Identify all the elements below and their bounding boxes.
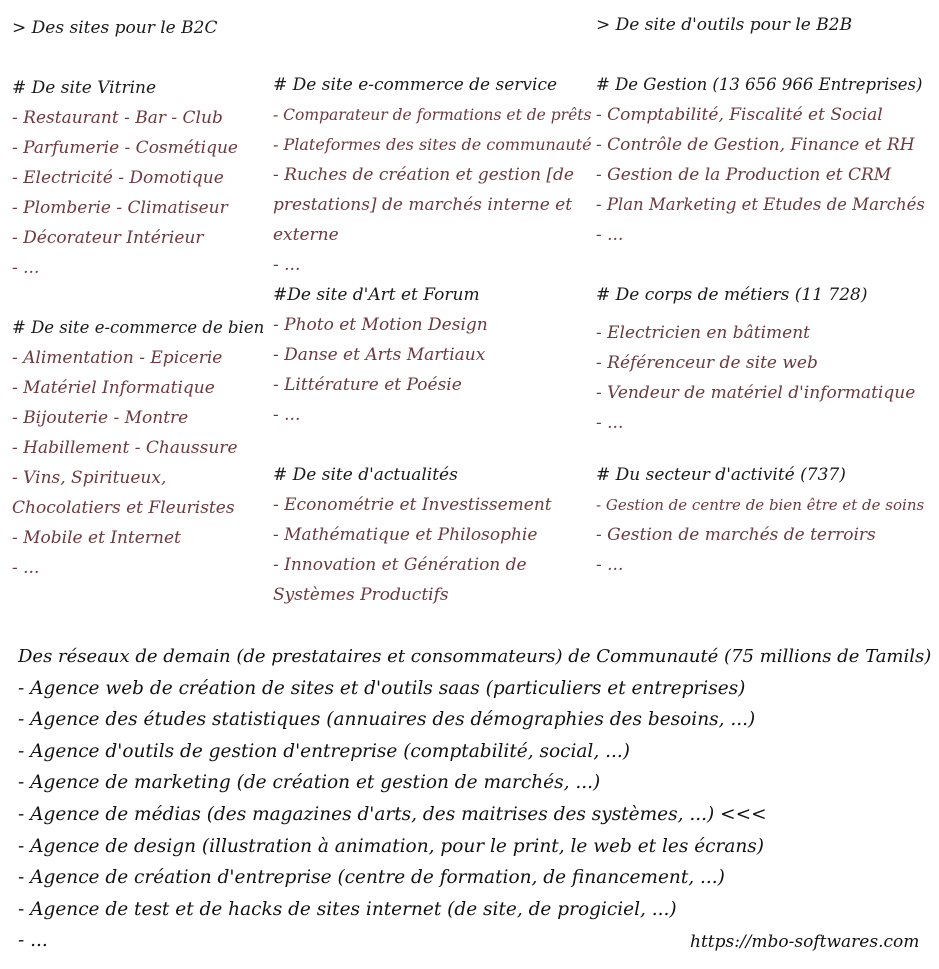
list-item: - Agence de design (illustration à animation, pour le print, le web et les écrans): [18, 835, 765, 857]
list-item: - Littérature et Poésie: [273, 375, 462, 395]
list-item: - ...: [596, 225, 624, 245]
list-item: - Habillement - Chaussure: [12, 438, 238, 458]
section-art-forum: [273, 280, 593, 430]
section-corps-metiers: [596, 280, 931, 438]
list-item: - Bijouterie - Montre: [12, 408, 189, 428]
list-item: - Agence de création d'entreprise (centre de formation, de financement, ...): [18, 867, 725, 889]
list-item: - Agence de test et de hacks de sites internet (de site, de progiciel, ...): [18, 898, 677, 920]
list-item: - Contrôle de Gestion, Finance et RH: [596, 135, 915, 155]
list-item: - Plomberie - Climatiseur: [12, 198, 228, 218]
list-item: - Plan Marketing et Etudes de Marchés: [596, 195, 925, 214]
list-item: - Alimentation - Epicerie: [12, 348, 223, 368]
list-item: - Agence de médias (des magazines d'arts, des maitrises des systèmes, ...) <<<: [18, 803, 767, 825]
section-gestion: [596, 70, 931, 250]
list-item: - Mobile et Internet: [12, 528, 181, 548]
list-item: - Mathématique et Philosophie: [273, 525, 538, 545]
list-item: - ...: [12, 258, 40, 278]
list-item: - ...: [596, 413, 624, 433]
list-item: - Electricité - Domotique: [12, 168, 224, 188]
list-item: - Vins, Spiritueux, Chocolatiers et Fleuristes: [12, 468, 235, 518]
section-title: # De Gestion (13 656 966 Entreprises): [596, 75, 923, 94]
section-title: Des réseaux de demain (de prestataires et consommateurs) de Communauté (75 millions de Tamils): [18, 646, 932, 667]
section-actualites: [273, 460, 593, 610]
list-item: - ...: [18, 930, 48, 952]
list-item: - Photo et Motion Design: [273, 315, 488, 335]
list-item: - Electricien en bâtiment: [596, 323, 811, 343]
list-item: - Agence des études statistiques (annuaires des démographies des besoins, ...): [18, 709, 756, 731]
b2b-label: > De site d'outils pour le B2B: [596, 15, 853, 35]
list-item: - Matériel Informatique: [12, 378, 215, 398]
section-title: # De site e-commerce de service: [273, 75, 558, 95]
list-item: - Plateformes des sites de communauté: [273, 135, 592, 154]
list-item: - Ruches de création et gestion [de prestations] de marchés interne et externe: [273, 165, 574, 245]
list-item: - Décorateur Intérieur: [12, 228, 204, 248]
list-item: - Référenceur de site web: [596, 353, 818, 373]
list-item: - ...: [12, 558, 40, 578]
section-ecommerce-service: [273, 70, 595, 280]
section-title: # Du secteur d'activité (737): [596, 465, 846, 485]
list-item: - Danse et Arts Martiaux: [273, 345, 486, 365]
list-item: - Comptabilité, Fiscalité et Social: [596, 105, 883, 125]
section-title: # De site d'actualités: [273, 465, 458, 485]
section-title: # De corps de métiers (11 728): [596, 285, 868, 305]
section-ecommerce-bien: [12, 313, 267, 583]
list-item: - Restaurant - Bar - Club: [12, 108, 223, 128]
list-item: - Econométrie et Investissement: [273, 495, 552, 515]
section-vitrine: [12, 73, 267, 283]
list-item: - ...: [273, 255, 301, 275]
list-item: - ...: [596, 555, 624, 575]
footer-url[interactable]: https://mbo-softwares.com: [690, 932, 920, 952]
list-item: - Agence web de création de sites et d'outils saas (particuliers et entreprises): [18, 677, 746, 699]
list-item: - ...: [273, 405, 301, 425]
list-item: - Agence d'outils de gestion d'entreprise (comptabilité, social, ...): [18, 740, 630, 762]
section-title: # De site Vitrine: [12, 78, 157, 98]
list-item: - Agence de marketing (de création et gestion de marchés, ...): [18, 772, 601, 794]
list-item: - Innovation et Génération de Systèmes Productifs: [273, 555, 527, 605]
section-secteur: [596, 460, 931, 580]
list-item: - Parfumerie - Cosmétique: [12, 138, 238, 158]
b2c-label: > Des sites pour le B2C: [12, 18, 218, 38]
list-item: - Gestion de marchés de terroirs: [596, 525, 876, 545]
section-title: # De site e-commerce de bien: [12, 318, 265, 337]
list-item: - Gestion de centre de bien être et de soins: [596, 496, 925, 514]
section-reseaux: [18, 641, 936, 957]
list-item: - Gestion de la Production et CRM: [596, 165, 892, 185]
list-item: - Comparateur de formations et de prêts: [273, 106, 592, 124]
list-item: - Vendeur de matériel d'informatique: [596, 383, 916, 403]
section-title: #De site d'Art et Forum: [273, 285, 480, 305]
